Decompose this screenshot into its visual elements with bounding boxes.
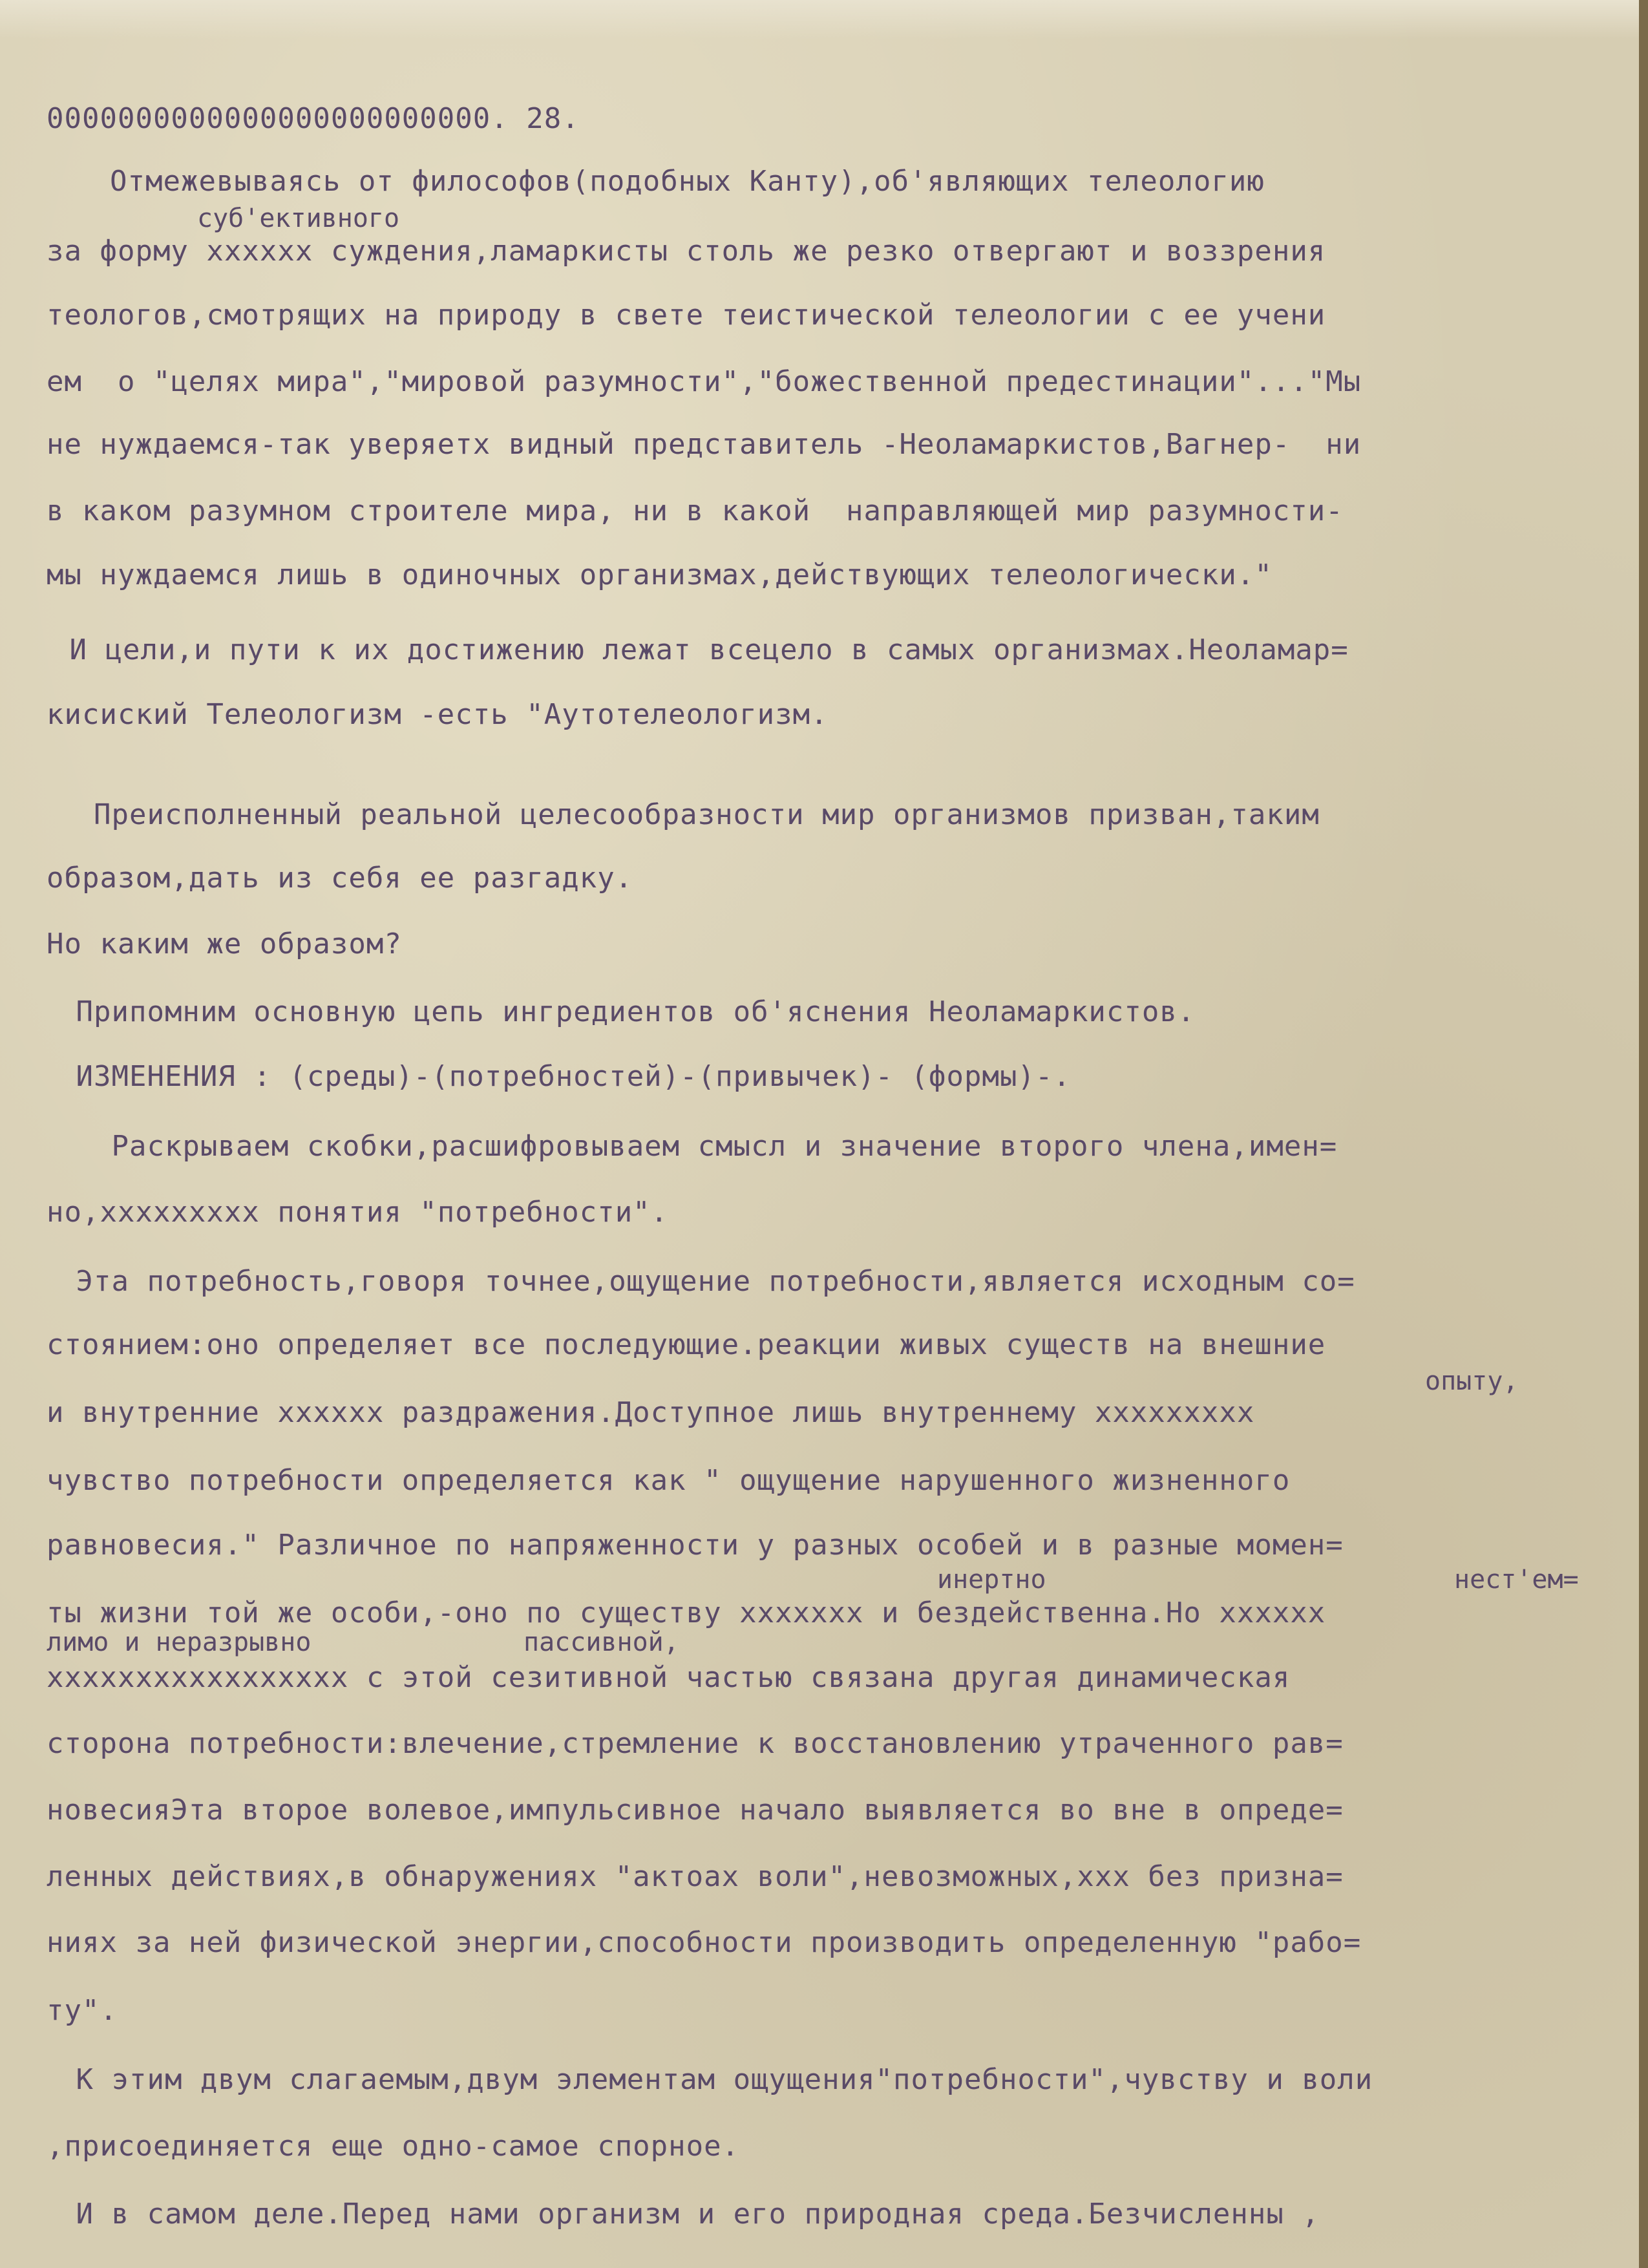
text-line: К этим двум слагаемым,двум элементам ощущения"потребности",чувству и воли bbox=[58, 2063, 1373, 2096]
text-line: за форму хххххх суждения,ламаркисты столь же резко отвергают и воззрения bbox=[47, 235, 1326, 268]
text-line: ту". bbox=[47, 1994, 118, 2027]
text-line: образом,дать из себя ее разгадку. bbox=[47, 862, 633, 895]
text-line: ,присоединяется еще одно-самое спорное. bbox=[47, 2130, 740, 2163]
text-line: новесияЭта второе волевое,импульсивное начало выявляется во вне в опреде= bbox=[47, 1794, 1344, 1827]
insertion-line: лимо и неразрывно bbox=[47, 1627, 312, 1657]
page-edge bbox=[1639, 0, 1648, 2268]
text-line: ты жизни той же особи,-оно по существу ххххххх и бездейственна.Но хххххх bbox=[47, 1596, 1326, 1629]
text-line: И в самом деле.Перед нами организм и его природная среда.Безчисленны , bbox=[58, 2198, 1320, 2231]
text-line: теологов,смотрящих на природу в свете теистической телеологии с ее учени bbox=[47, 299, 1326, 332]
text-line: Припомним основную цепь ингредиентов об'яснения Неоламаркистов. bbox=[58, 995, 1196, 1028]
text-line: но,ххххххххх понятия "потребности". bbox=[47, 1196, 669, 1229]
insertion-line: суб'ективного bbox=[197, 204, 400, 233]
text-line: ем о "целях мира","мировой разумности","божественной предестинации"..."Мы bbox=[47, 365, 1362, 398]
text-line: кисиский Телеологизм -есть "Аутотелеологизм. bbox=[47, 698, 829, 731]
text-line: стоянием:оно определяет все последующие.реакции живых существ на внешние bbox=[47, 1328, 1326, 1361]
text-line: ххххххххххххххххх с этой сезитивной частью связана другая динамическая bbox=[47, 1661, 1291, 1694]
text-line: в каком разумном строителе мира, ни в какой направляющей мир разумности- bbox=[47, 494, 1344, 527]
text-line: чувство потребности определяется как " ощущение нарушенного жизненного bbox=[47, 1464, 1291, 1497]
text-line: ИЗМЕНЕНИЯ : (среды)-(потребностей)-(привычек)- (формы)-. bbox=[58, 1060, 1071, 1093]
page-header: 0000000000000000000000000. 28. bbox=[47, 102, 580, 135]
text-line: равновесия." Различное по напряженности у разных особей и в разные момен= bbox=[47, 1529, 1344, 1562]
insertion-line: нест'ем= bbox=[1454, 1565, 1579, 1595]
text-line: ленных действиях,в обнаружениях "актоах воли",невозможных,ххх без призна= bbox=[47, 1860, 1344, 1893]
text-line: и внутренние хххххх раздражения.Доступное лишь внутреннему ххххххххх bbox=[47, 1396, 1255, 1429]
torn-top-edge bbox=[0, 0, 1648, 39]
text-line: ниях за ней физической энергии,способности производить определенную "рабо= bbox=[47, 1926, 1362, 1959]
text-line: И цели,и пути к их достижению лежат всецело в самых организмах.Неоламар= bbox=[52, 633, 1349, 666]
text-line: Отмежевываясь от философов(подобных Канту),об'являющих телеологию bbox=[110, 165, 1265, 198]
text-line: мы нуждаемся лишь в одиночных организмах,действующих телеологически." bbox=[47, 558, 1273, 591]
insertion-line: инертно bbox=[937, 1565, 1046, 1595]
text-line: не нуждаемся-так уверяетх видный представитель -Неоламаркистов,Вагнер- ни bbox=[47, 428, 1362, 461]
text-line: Преисполненный реальной целесообразности мир организмов призван,таким bbox=[58, 798, 1320, 831]
text-line: Эта потребность,говоря точнее,ощущение потребности,является исходным со= bbox=[58, 1265, 1355, 1298]
text-line: Но каким же образом? bbox=[47, 927, 402, 960]
text-line: сторона потребности:влечение,стремление к восстановлению утраченного рав= bbox=[47, 1727, 1344, 1760]
insertion-line: опыту, bbox=[1425, 1366, 1519, 1396]
insertion-line: пассивной, bbox=[523, 1627, 679, 1657]
text-line: Раскрываем скобки,расшифровываем смысл и значение второго члена,имен= bbox=[58, 1130, 1338, 1163]
